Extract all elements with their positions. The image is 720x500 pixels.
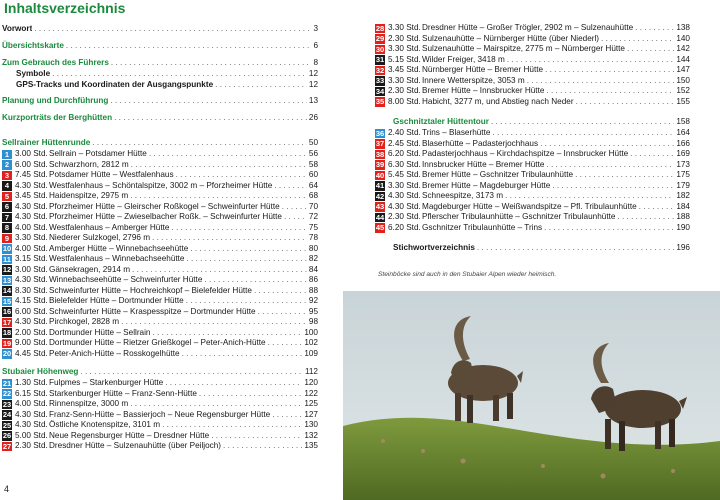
stage-duration: 5.15 Std.	[388, 54, 421, 64]
stage-duration: 2.30 Std.	[388, 33, 421, 43]
stage-duration: 4.30 Std.	[15, 275, 48, 284]
toc-page: 6	[313, 41, 318, 50]
stage-entry-33[interactable]	[375, 76, 690, 87]
sellrain-stage-list	[2, 149, 318, 359]
toc-entry-stichwortverzeichnis[interactable]	[375, 241, 690, 254]
stage-number-badge: 35	[375, 97, 385, 106]
toc-label: Zum Gebrauch des Führers	[2, 58, 109, 67]
stage-page: 164	[676, 128, 690, 137]
stage-page: 173	[676, 159, 690, 169]
stage-entry-5[interactable]	[2, 191, 318, 202]
stage-duration: 3.45 Std.	[388, 65, 421, 74]
stage-number-badge: 4	[2, 181, 12, 191]
stage-number-badge: 12	[2, 265, 12, 274]
stage-number-badge: 34	[375, 86, 385, 96]
stage-entry-20[interactable]	[2, 349, 318, 360]
stage-entry-27[interactable]	[2, 441, 318, 452]
photo-caption: Steinböcke sind auch in den Stubaier Alpen wieder heimisch.	[378, 271, 557, 278]
stage-page: 144	[676, 54, 690, 64]
section-heading: Gschnitztaler Hüttentour	[393, 117, 489, 126]
section-heading: Sellrainer Hüttenrunde	[2, 138, 91, 147]
stubai-stage-list-continued	[375, 23, 690, 107]
toc-page: 26	[308, 113, 318, 122]
stage-number-badge: 45	[375, 223, 385, 232]
toc-page: 50	[308, 138, 318, 147]
stage-number-badge: 31	[375, 55, 385, 64]
stage-number-badge: 1	[2, 150, 12, 160]
stage-number-badge: 28	[375, 23, 385, 33]
stage-duration: 9.00 Std.	[15, 338, 48, 347]
stage-number-badge: 15	[2, 296, 12, 306]
stage-page: 135	[304, 441, 318, 450]
toc-label: GPS-Tracks und Koordinaten der Ausgangspunkte	[16, 79, 214, 89]
stage-label: Schneespitze, 3173 m	[422, 191, 504, 200]
stage-entry-32[interactable]	[375, 65, 690, 76]
stage-page: 68	[308, 191, 318, 200]
stage-entry-3[interactable]	[2, 170, 318, 181]
stage-page: 64	[308, 180, 318, 190]
stage-page: 102	[304, 338, 318, 347]
stage-number-badge: 30	[375, 44, 385, 54]
stage-page: 86	[308, 275, 318, 284]
stage-label: Innsbrucker Hütte – Bremer Hütte	[422, 159, 545, 169]
stage-duration: 3.30 Std.	[388, 23, 421, 32]
stage-label: Neue Regensburger Hütte – Dresdner Hütte	[49, 430, 210, 440]
stage-page: 127	[304, 409, 318, 419]
stage-page: 95	[308, 306, 318, 316]
stage-label: Sellrain – Potsdamer Hütte	[49, 149, 147, 158]
toc-page: 112	[304, 367, 318, 376]
stage-duration: 5.45 Std.	[388, 170, 421, 179]
stage-label: Peter-Anich-Hütte – Rosskogelhütte	[49, 348, 180, 358]
stage-duration: 4.30 Std.	[15, 420, 48, 429]
stage-page: 142	[676, 44, 690, 53]
stage-duration: 2.30 Std.	[388, 212, 421, 221]
gschnitz-stage-list	[375, 128, 690, 233]
stage-entry-21[interactable]	[2, 378, 318, 389]
stage-label: Trins – Blaserhütte	[422, 128, 491, 137]
stage-number-badge: 18	[2, 328, 12, 337]
stage-duration: 4.00 Std.	[15, 222, 48, 232]
toc-right-column	[375, 23, 690, 254]
stage-entry-11[interactable]	[2, 254, 318, 265]
stage-number-badge: 43	[375, 202, 385, 211]
stage-duration: 6.20 Std.	[388, 149, 421, 158]
stage-label: Amberger Hütte – Winnebachseehütte	[49, 243, 189, 253]
stage-duration: 6.15 Std.	[15, 388, 48, 398]
stage-entry-14[interactable]	[2, 286, 318, 297]
stage-page: 88	[308, 285, 318, 295]
stage-number-badge: 10	[2, 244, 12, 253]
page-number: 4	[4, 484, 10, 494]
stage-entry-6[interactable]	[2, 202, 318, 213]
toc-entry-kurzportraets[interactable]	[2, 111, 318, 124]
stage-number-badge: 3	[2, 171, 12, 181]
stage-page: 184	[676, 201, 690, 211]
stage-entry-44[interactable]	[375, 212, 690, 223]
stage-number-badge: 37	[375, 139, 385, 148]
stage-number-badge: 8	[2, 223, 12, 233]
stage-page: 182	[676, 191, 690, 200]
stage-entry-15[interactable]	[2, 296, 318, 307]
stage-number-badge: 19	[2, 338, 12, 348]
stage-page: 132	[304, 430, 318, 440]
stage-duration: 3.00 Std.	[15, 264, 48, 274]
stage-entry-4[interactable]	[2, 181, 318, 192]
toc-label: Kurzporträts der Berghütten	[2, 113, 113, 122]
stage-duration: 3.30 Std.	[388, 75, 421, 85]
toc-entry-gps[interactable]	[2, 80, 318, 91]
stage-entry-2[interactable]	[2, 160, 318, 171]
stage-entry-24[interactable]	[2, 410, 318, 421]
stage-page: 155	[676, 96, 690, 106]
stage-number-badge: 40	[375, 170, 385, 180]
stage-label: Sulzenauhütte – Mairspitze, 2775 m – Nürnberger Hütte	[422, 44, 625, 53]
stage-label: Schweinfurter Hütte – Kraspesspitze – Dortmunder Hütte	[49, 306, 256, 316]
toc-left-column	[2, 22, 318, 452]
stage-entry-19[interactable]	[2, 338, 318, 349]
stage-entry-28[interactable]	[375, 23, 690, 34]
stage-duration: 3.00 Std.	[15, 149, 48, 158]
stage-duration: 2.30 Std.	[388, 86, 421, 95]
stage-page: 120	[304, 378, 318, 387]
stage-entry-35[interactable]	[375, 97, 690, 108]
stage-page: 147	[676, 65, 690, 74]
stage-entry-40[interactable]	[375, 170, 690, 181]
stage-entry-16[interactable]	[2, 307, 318, 318]
stage-label: Nürnberger Hütte – Bremer Hütte	[422, 65, 544, 74]
stage-duration: 7.45 Std.	[15, 170, 48, 179]
stage-label: Pirchkogel, 2828 m	[49, 317, 120, 326]
stage-label: Schweinfurter Hütte – Hochreichkopf – Bielefelder Hütte	[49, 285, 252, 295]
stage-label: Pforzheimer Hütte – Gleirscher Roßkogel – Schweinfurter Hütte	[49, 201, 280, 211]
stage-number-badge: 5	[2, 192, 12, 202]
page-title: Inhaltsverzeichnis	[4, 0, 126, 16]
stage-entry-23[interactable]	[2, 399, 318, 410]
stage-entry-25[interactable]	[2, 420, 318, 431]
stage-entry-29[interactable]	[375, 34, 690, 45]
stage-entry-8[interactable]	[2, 223, 318, 234]
stage-duration: 3.30 Std.	[388, 180, 421, 190]
toc-page: 8	[313, 58, 318, 67]
stage-label: Habicht, 3277 m, und Abstieg nach Neder	[422, 96, 574, 106]
stage-label: Magdeburger Hütte – Weißwandspitze – Pfl. Tribulaunhütte	[422, 201, 637, 211]
stage-label: Starkenburger Hütte – Franz-Senn-Hütte	[49, 388, 197, 398]
stage-label: Bielefelder Hütte – Dortmunder Hütte	[49, 296, 184, 305]
stage-number-badge: 24	[2, 410, 12, 419]
stage-label: Dortmunder Hütte – Sellrain	[49, 327, 151, 337]
stage-number-badge: 39	[375, 160, 385, 169]
stage-entry-7[interactable]	[2, 212, 318, 223]
stage-entry-13[interactable]	[2, 275, 318, 286]
stage-duration: 6.30 Std.	[388, 159, 421, 169]
stage-page: 122	[304, 388, 318, 398]
stage-page: 140	[676, 33, 690, 43]
stage-page: 125	[304, 399, 318, 408]
toc-label: Planung und Durchführung	[2, 96, 109, 105]
ibex-photo	[343, 291, 720, 500]
stage-duration: 5.00 Std.	[15, 430, 48, 440]
toc-page: 12	[308, 69, 318, 78]
stage-label: Niederer Sulzkogel, 2796 m	[49, 233, 151, 242]
toc-section-sellrain[interactable]	[2, 136, 318, 149]
stage-page: 190	[676, 222, 690, 232]
toc-entry-planung[interactable]	[2, 94, 318, 107]
stage-page: 70	[308, 201, 318, 211]
stubai-stage-list	[2, 378, 318, 452]
stage-page: 100	[304, 327, 318, 337]
stage-label: Winnebachseehütte – Schweinfurter Hütte	[49, 275, 203, 284]
stage-duration: 4.15 Std.	[15, 296, 48, 305]
stage-duration: 4.30 Std.	[388, 191, 421, 200]
stage-duration: 4.30 Std.	[15, 409, 48, 419]
stage-number-badge: 13	[2, 275, 12, 285]
stage-number-badge: 41	[375, 181, 385, 190]
stage-entry-26[interactable]	[2, 431, 318, 442]
stage-page: 130	[304, 420, 318, 429]
stage-entry-42[interactable]	[375, 191, 690, 202]
stage-number-badge: 32	[375, 65, 385, 75]
stage-duration: 4.45 Std.	[15, 348, 48, 358]
stage-number-badge: 16	[2, 307, 12, 316]
stage-number-badge: 29	[375, 34, 385, 43]
stage-page: 138	[676, 23, 690, 32]
stage-entry-22[interactable]	[2, 389, 318, 400]
stage-entry-18[interactable]	[2, 328, 318, 339]
stage-page: 152	[676, 86, 690, 95]
toc-page: 3	[313, 24, 318, 33]
stage-page: 84	[308, 264, 318, 274]
toc-page: 12	[308, 79, 318, 89]
stage-duration: 1.30 Std.	[15, 378, 48, 387]
toc-page: 13	[308, 96, 318, 105]
toc-entry-uebersichtskarte[interactable]	[2, 39, 318, 52]
stage-duration: 6.00 Std.	[15, 159, 48, 169]
stage-page: 60	[308, 170, 318, 179]
stage-entry-10[interactable]	[2, 244, 318, 255]
stage-duration: 3.30 Std.	[388, 44, 421, 53]
stage-page: 169	[676, 149, 690, 158]
stage-number-badge: 6	[2, 202, 12, 212]
stage-label: Pflerscher Tribulaunhütte – Gschnitzer Tribulaunhütte	[422, 212, 616, 221]
stage-duration: 8.30 Std.	[15, 285, 48, 295]
stage-label: Westfalenhaus – Schöntalspitze, 3002 m – Pforzheimer Hütte	[49, 180, 273, 190]
stage-label: Östliche Knotenspitze, 3101 m	[49, 420, 161, 429]
stage-label: Wilder Freiger, 3418 m	[422, 54, 505, 64]
stage-duration: 3.30 Std.	[15, 233, 48, 242]
stage-page: 78	[308, 233, 318, 242]
stage-entry-43[interactable]	[375, 202, 690, 213]
stage-number-badge: 7	[2, 213, 12, 223]
stage-number-badge: 17	[2, 317, 12, 327]
toc-entry-vorwort[interactable]	[2, 22, 318, 35]
stage-entry-36[interactable]	[375, 128, 690, 139]
toc-section-gschnitz[interactable]	[375, 115, 690, 128]
stage-duration: 4.30 Std.	[15, 180, 48, 190]
stage-label: Gänsekragen, 2914 m	[49, 264, 131, 274]
stage-duration: 4.30 Std.	[15, 201, 48, 211]
toc-page: 158	[676, 117, 690, 126]
stage-page: 188	[676, 212, 690, 221]
stage-duration: 3.45 Std.	[15, 191, 48, 200]
section-heading: Stubaier Höhenweg	[2, 367, 79, 376]
stage-page: 166	[676, 138, 690, 148]
stage-duration: 2.45 Std.	[388, 138, 421, 148]
stage-entry-30[interactable]	[375, 44, 690, 55]
stage-page: 109	[304, 348, 318, 358]
stage-label: Sulzenauhütte – Nürnberger Hütte (über Niederl)	[422, 33, 600, 43]
stage-label: Bremer Hütte – Magdeburger Hütte	[422, 180, 551, 190]
stage-label: Franz-Senn-Hütte – Bassierjoch – Neue Regensburger Hütte	[49, 409, 271, 419]
stage-number-badge: 33	[375, 76, 385, 85]
stage-page: 75	[308, 222, 318, 232]
stage-label: Haidenspitze, 2975 m	[49, 191, 129, 200]
stage-page: 150	[676, 75, 690, 85]
stage-label: Westfalenhaus – Amberger Hütte	[49, 222, 170, 232]
stage-page: 179	[676, 180, 690, 190]
stage-number-badge: 23	[2, 399, 12, 409]
stage-number-badge: 22	[2, 389, 12, 398]
toc-page: 196	[676, 243, 690, 252]
stage-number-badge: 2	[2, 160, 12, 170]
stage-number-badge: 36	[375, 128, 385, 138]
stage-number-badge: 25	[2, 420, 12, 430]
stage-entry-31[interactable]	[375, 55, 690, 66]
stage-page: 58	[308, 159, 318, 169]
stage-duration: 2.30 Std.	[15, 441, 48, 450]
stage-duration: 4.30 Std.	[388, 201, 421, 211]
stage-label: Dresdner Hütte – Großer Trögler, 2902 m – Sulzenauhütte	[422, 23, 634, 32]
stage-label: Innere Wetterspitze, 3053 m	[422, 75, 525, 85]
toc-section-stubai[interactable]	[2, 365, 318, 378]
stage-duration: 8.00 Std.	[388, 96, 421, 106]
stage-number-badge: 27	[2, 441, 12, 451]
stage-number-badge: 11	[3, 254, 11, 264]
stage-number-badge: 44	[375, 212, 385, 222]
stage-duration: 4.30 Std.	[15, 317, 48, 326]
stage-entry-41[interactable]	[375, 181, 690, 192]
stage-duration: 4.00 Std.	[15, 243, 48, 253]
stage-number-badge: 9	[2, 234, 12, 244]
toc-label: Übersichtskarte	[2, 41, 64, 50]
toc-entry-gebrauch[interactable]	[2, 56, 318, 69]
stage-page: 82	[308, 254, 318, 263]
stage-entry-34[interactable]	[375, 86, 690, 97]
stage-duration: 2.00 Std.	[15, 327, 48, 337]
stage-label: Dresdner Hütte – Sulzenauhütte (über Peiljoch)	[49, 441, 222, 450]
stage-label: Dortmunder Hütte – Rietzer Grießkogel – Peter-Anich-Hütte	[49, 338, 266, 347]
stage-label: Potsdamer Hütte – Westfalenhaus	[49, 170, 174, 179]
stage-duration: 2.40 Std.	[388, 128, 421, 137]
stage-number-badge: 21	[2, 378, 12, 388]
stage-duration: 6.00 Std.	[15, 306, 48, 316]
toc-label: Vorwort	[2, 24, 33, 33]
stage-label: Schwarzhorn, 2812 m	[49, 159, 129, 169]
stage-label: Bremer Hütte – Innsbrucker Hütte	[422, 86, 545, 95]
stage-label: Bremer Hütte – Gschnitzer Tribulaunhütte	[422, 170, 574, 179]
stage-duration: 3.15 Std.	[15, 254, 48, 263]
stage-page: 92	[308, 296, 318, 305]
stage-page: 98	[308, 317, 318, 326]
stage-duration: 4.00 Std.	[15, 399, 48, 408]
toc-entry-symbole[interactable]	[2, 69, 318, 80]
stage-number-badge: 14	[2, 286, 12, 295]
stage-entry-45[interactable]	[375, 223, 690, 234]
stage-label: Rinnenspitze, 3000 m	[49, 399, 129, 408]
stage-page: 175	[676, 170, 690, 179]
stage-number-badge: 38	[375, 149, 385, 159]
stage-number-badge: 26	[2, 431, 12, 440]
stage-number-badge: 20	[2, 349, 12, 358]
stage-entry-17[interactable]	[2, 317, 318, 328]
stage-entry-1[interactable]	[2, 149, 318, 160]
stage-label: Gschnitzer Tribulaunhütte – Trins	[422, 222, 543, 232]
stage-page: 72	[308, 212, 318, 221]
toc-label: Stichwortverzeichnis	[393, 243, 475, 252]
stage-duration: 6.20 Std.	[388, 222, 421, 232]
stage-page: 80	[308, 243, 318, 253]
stage-entry-12[interactable]	[2, 265, 318, 276]
stage-entry-38[interactable]	[375, 149, 690, 160]
stage-label: Fulpmes – Starkenburger Hütte	[49, 378, 164, 387]
stage-number-badge: 42	[375, 191, 385, 201]
stage-label: Blaserhütte – Padasterjochhaus	[422, 138, 539, 148]
stage-entry-37[interactable]	[375, 139, 690, 150]
stage-entry-39[interactable]	[375, 160, 690, 171]
stage-page: 56	[308, 149, 318, 158]
stage-label: Westfalenhaus – Winnebachseehütte	[49, 254, 185, 263]
stage-label: Pforzheimer Hütte – Zwieselbacher Roßk. – Schweinfurter Hütte	[49, 212, 282, 221]
stage-entry-9[interactable]	[2, 233, 318, 244]
stage-duration: 4.30 Std.	[15, 212, 48, 221]
stage-label: Padasterjochhaus – Kirchdachspitze – Innsbrucker Hütte	[422, 149, 629, 158]
toc-label: Symbole	[16, 69, 51, 78]
